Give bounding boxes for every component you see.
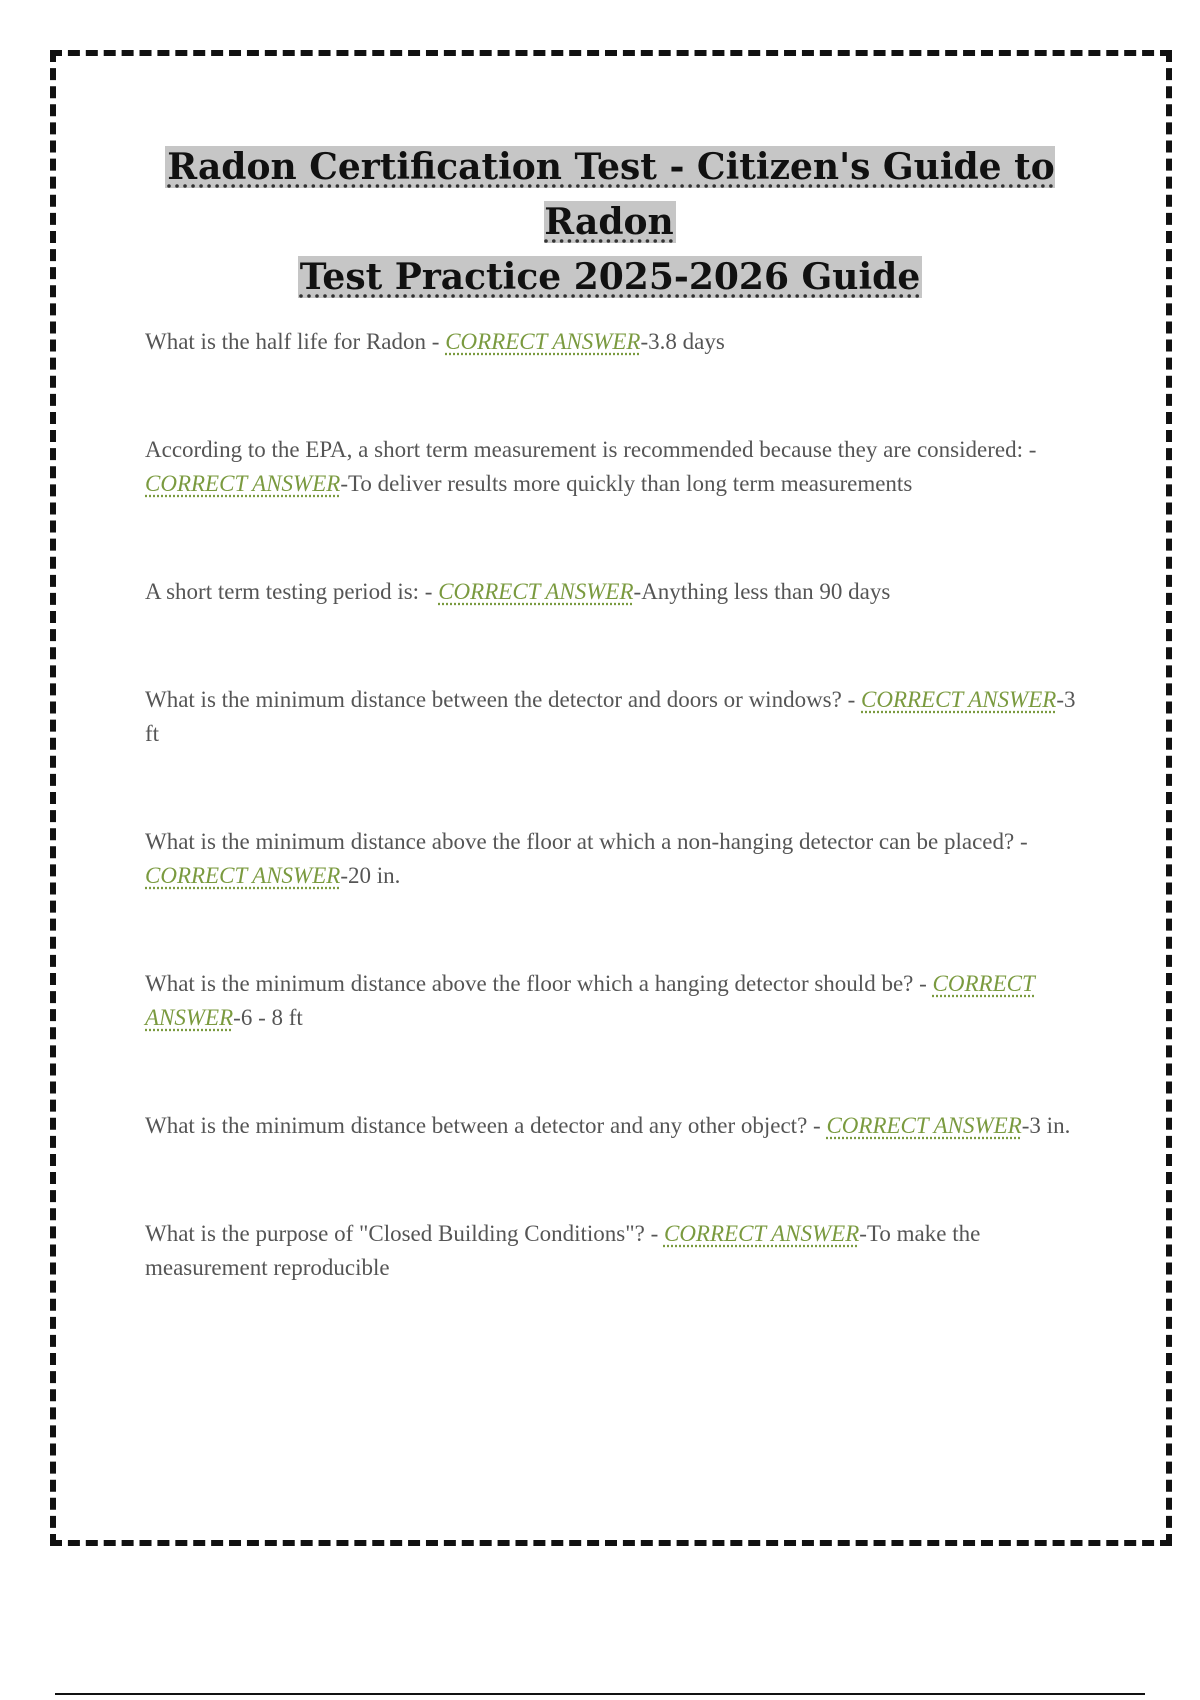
question-text: What is the minimum distance above the floor at which a non-hanging detector can be placed? -: [145, 829, 1028, 854]
question-text: What is the minimum distance between a detector and any other object? -: [145, 1113, 827, 1138]
qa-item: [145, 575, 1090, 609]
qa-item: [145, 325, 1090, 359]
correct-answer-label: CORRECT ANSWER: [445, 329, 641, 354]
qa-item: [145, 967, 1090, 1035]
correct-answer-label: CORRECT ANSWER: [861, 687, 1057, 712]
correct-answer-label: CORRECT ANSWER: [826, 1113, 1022, 1138]
qa-list: [145, 325, 1090, 1285]
qa-item: [145, 1109, 1090, 1143]
answer-text: -3 in.: [1021, 1113, 1071, 1138]
answer-text: -6 - 8 ft: [233, 1005, 303, 1030]
answer-text: -Anything less than 90 days: [633, 579, 891, 604]
qa-item: [145, 433, 1090, 501]
answer-text: -To make the measurement reproducible: [145, 1221, 981, 1280]
title-line-2: Test Practice 2025-2026 Guide: [299, 256, 921, 298]
question-text: What is the purpose of "Closed Building Conditions"? -: [145, 1221, 664, 1246]
qa-item: [145, 1217, 1090, 1285]
answer-text: -To deliver results more quickly than long term measurements: [340, 471, 913, 496]
question-text: According to the EPA, a short term measurement is recommended because they are considered: -: [145, 437, 1037, 462]
title-line-1: Radon Certification Test - Citizen's Guide to Radon: [167, 146, 1055, 243]
qa-item: [145, 825, 1090, 893]
qa-item: [145, 683, 1090, 751]
question-text: What is the minimum distance between the detector and doors or windows? -: [145, 687, 861, 712]
answer-text: -3 ft: [145, 687, 1076, 746]
correct-answer-label: CORRECT ANSWER: [145, 863, 341, 888]
question-text: What is the half life for Radon -: [145, 329, 446, 354]
correct-answer-label: CORRECT ANSWER: [145, 971, 1035, 1030]
answer-text: -20 in.: [340, 863, 401, 888]
correct-answer-label: CORRECT ANSWER: [145, 471, 341, 496]
document-title: [110, 140, 1110, 305]
question-text: What is the minimum distance above the floor which a hanging detector should be? -: [145, 971, 933, 996]
footer-divider: [55, 1693, 1145, 1695]
correct-answer-label: CORRECT ANSWER: [438, 579, 634, 604]
correct-answer-label: CORRECT ANSWER: [663, 1221, 860, 1246]
question-text: A short term testing period is: -: [145, 579, 439, 604]
answer-text: -3.8 days: [640, 329, 725, 354]
